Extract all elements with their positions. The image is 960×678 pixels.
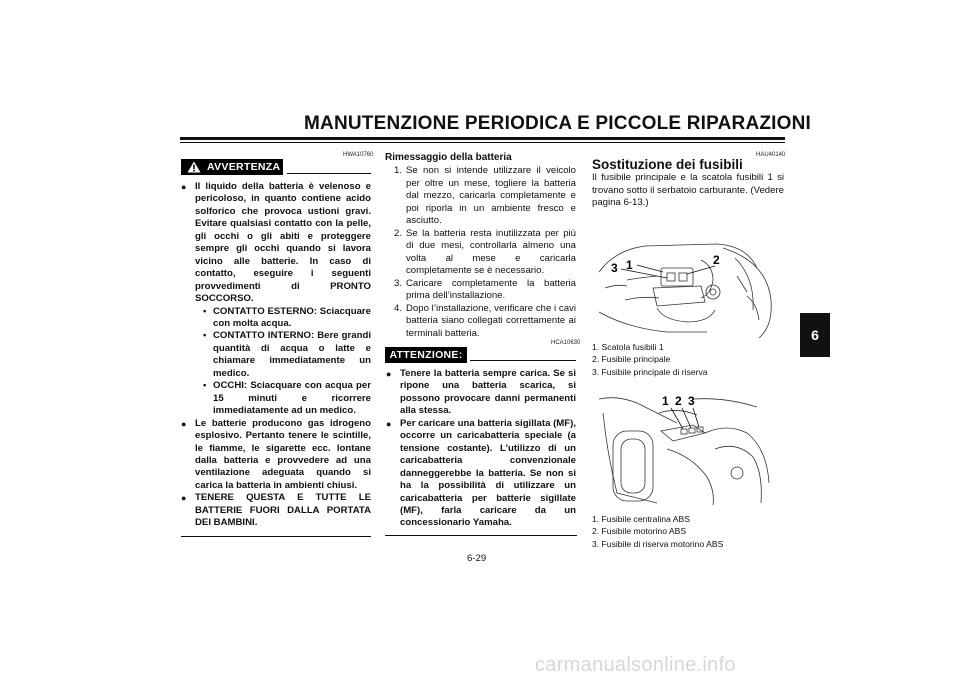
- storage-step: [386, 165, 576, 228]
- warning-sub-item: • CONTATTO INTERNO: Bere grandi quantità di acqua o latte e chiamare immediatamente un medico.: [203, 330, 371, 379]
- section-title-storage: Rimessaggio della batteria: [385, 152, 512, 163]
- caution-bullet-text: Per caricare una batteria sigillata (MF), occorre un caricabatteria speciale (a tensione costante). L’utilizzo di un caricabatteria convenzionale danneggerebbe la batteria. Se non si ha la possibilità di utilizzare un caricabatteria per batterie sigillate (MF), farla caricare da un concessionario Yamaha.: [400, 417, 576, 529]
- fuse-box-figure: [597, 240, 773, 340]
- bullet-dot-icon: ●: [386, 418, 392, 429]
- caption-item: 2. Fusibile principale: [592, 354, 671, 365]
- warning-label: AVVERTENZA: [207, 161, 281, 173]
- fuse-box-illustration: [597, 240, 773, 340]
- caption-item: 1. Scatola fusibili 1: [592, 342, 664, 352]
- warning-end-rule: [181, 536, 371, 537]
- step-text: Se non si intende utilizzare il veicolo per oltre un mese, togliere la batteria dal mezzo, caricarla completamente e poi riporla in un ambiente fresco e asciutto.: [406, 165, 576, 226]
- caption-item: 3. Fusibile principale di riserva: [592, 366, 708, 377]
- caution-bullet: [386, 418, 576, 530]
- storage-steps: [386, 165, 576, 340]
- step-number: 3.: [393, 277, 402, 289]
- warning-bullet-text: TENERE QUESTA E TUTTE LE BATTERIE FUORI DALLA PORTATA DEI BAMBINI.: [195, 492, 371, 529]
- warning-bullet-text: Il liquido della batteria è velenoso e pericoloso, in quanto contiene acido solforico che provoca ustioni gravi. Evitare qualsiasi contatto con la pelle, gli occhi o gli abiti e proteggere sempre gli occhi quando si lavora vicino alle batterie. In caso di contatto, eseguire i seguenti provvedimenti di PRONTO SOCCORSO.: [195, 181, 371, 305]
- fuses-body: Il fusibile principale e la scatola fusibili 1 si trovano sotto il serbatoio carburante. (Vedere pagina 6-13.): [592, 172, 784, 208]
- caption-item: 2. Fusibile motorino ABS: [592, 526, 687, 537]
- caution-bullet-text: Tenere la batteria sempre carica. Se si ripone una batteria scarica, si possono provocare danni permanenti alla stessa.: [400, 368, 576, 417]
- fig1-label-1: 1: [626, 258, 633, 272]
- step-text: Se la batteria resta inutilizzata per più di due mesi, controllarla almeno una volta al mese e caricarla completamente se è necessario.: [406, 227, 576, 276]
- page-number: 6-29: [467, 553, 487, 564]
- caution-bullet: [386, 368, 576, 418]
- bullet-dot-icon: ●: [181, 418, 187, 429]
- bullet-dot-icon: ●: [181, 182, 187, 192]
- bullet-dot-icon: ●: [386, 369, 392, 379]
- storage-step: [386, 303, 576, 341]
- caution-code: HCA10630: [551, 340, 581, 346]
- fig2-label-2: 2: [675, 394, 682, 408]
- caution-end-rule: [385, 535, 577, 536]
- abs-fuse-illustration: [597, 393, 773, 507]
- step-text: Dopo l’installazione, verificare che i cavi batteria siano collegati correttamente ai terminali batteria.: [406, 302, 576, 339]
- warning-triangle-icon: [187, 161, 201, 173]
- step-number: 2.: [393, 227, 402, 239]
- warning-sub-item: • OCCHI: Sciacquare con acqua per 15 minuti e ricorrere immediatamente ad un medico.: [203, 380, 371, 417]
- caution-banner: ATTENZIONE:: [385, 347, 467, 363]
- warning-body: [181, 181, 371, 530]
- warning-code: HWA10760: [343, 152, 374, 158]
- abs-fuse-figure: [597, 393, 773, 507]
- caption-item: 3. Fusibile di riserva motorino ABS: [592, 538, 724, 549]
- warning-bullet: [181, 492, 371, 529]
- fig2-label-1: 1: [662, 394, 669, 408]
- warning-sub-text: CONTATTO INTERNO: Bere grandi quantità di acqua o latte e chiamare immediatamente un medico.: [213, 330, 371, 379]
- warning-banner: [181, 159, 283, 175]
- watermark: carmanualsonline.info: [535, 654, 736, 676]
- fuses-code: HAU40140: [756, 152, 786, 158]
- warning-sub-text: CONTATTO ESTERNO: Sciacquare con molta acqua.: [213, 305, 371, 329]
- warning-bullet: [181, 418, 371, 493]
- step-number: 4.: [393, 302, 402, 314]
- caution-body: [386, 368, 576, 530]
- header-rule: [180, 137, 785, 140]
- section-title-fuses: Sostituzione dei fusibili: [592, 157, 743, 172]
- chapter-tab[interactable]: 6: [800, 313, 830, 357]
- page-header-title: MANUTENZIONE PERIODICA E PICCOLE RIPARAZIONI: [304, 113, 812, 134]
- step-number: 1.: [393, 165, 402, 176]
- caption-item: 1. Fusibile centralina ABS: [592, 514, 690, 524]
- fig2-label-3: 3: [688, 394, 695, 408]
- warning-bullet: [181, 181, 371, 306]
- bullet-dot-icon: ●: [181, 493, 187, 504]
- header-rule-thin: [180, 142, 785, 143]
- fig2-caption: [592, 513, 723, 550]
- caution-rule: [470, 360, 576, 361]
- step-text: Caricare completamente la batteria prima dell’installazione.: [406, 277, 576, 301]
- warning-sub-item: • CONTATTO ESTERNO: Sciacquare con molta acqua.: [203, 305, 371, 329]
- warning-bullet-text: Le batterie producono gas idrogeno esplosivo. Pertanto tenere le scintille, le fiamme, le sigarette ecc. lontane dalla batteria e provvedere ad una ventilazione adeguata quando si carica la batteria in ambienti chiusi.: [195, 417, 371, 491]
- fig1-caption: [592, 341, 708, 378]
- warning-sub-text: OCCHI: Sciacquare con acqua per 15 minuti e ricorrere immediatamente ad un medico.: [213, 380, 371, 417]
- fig1-label-2: 2: [713, 253, 720, 267]
- warning-rule: [287, 173, 371, 174]
- storage-step: [386, 278, 576, 303]
- storage-step: [386, 228, 576, 278]
- fig1-label-3: 3: [611, 261, 618, 275]
